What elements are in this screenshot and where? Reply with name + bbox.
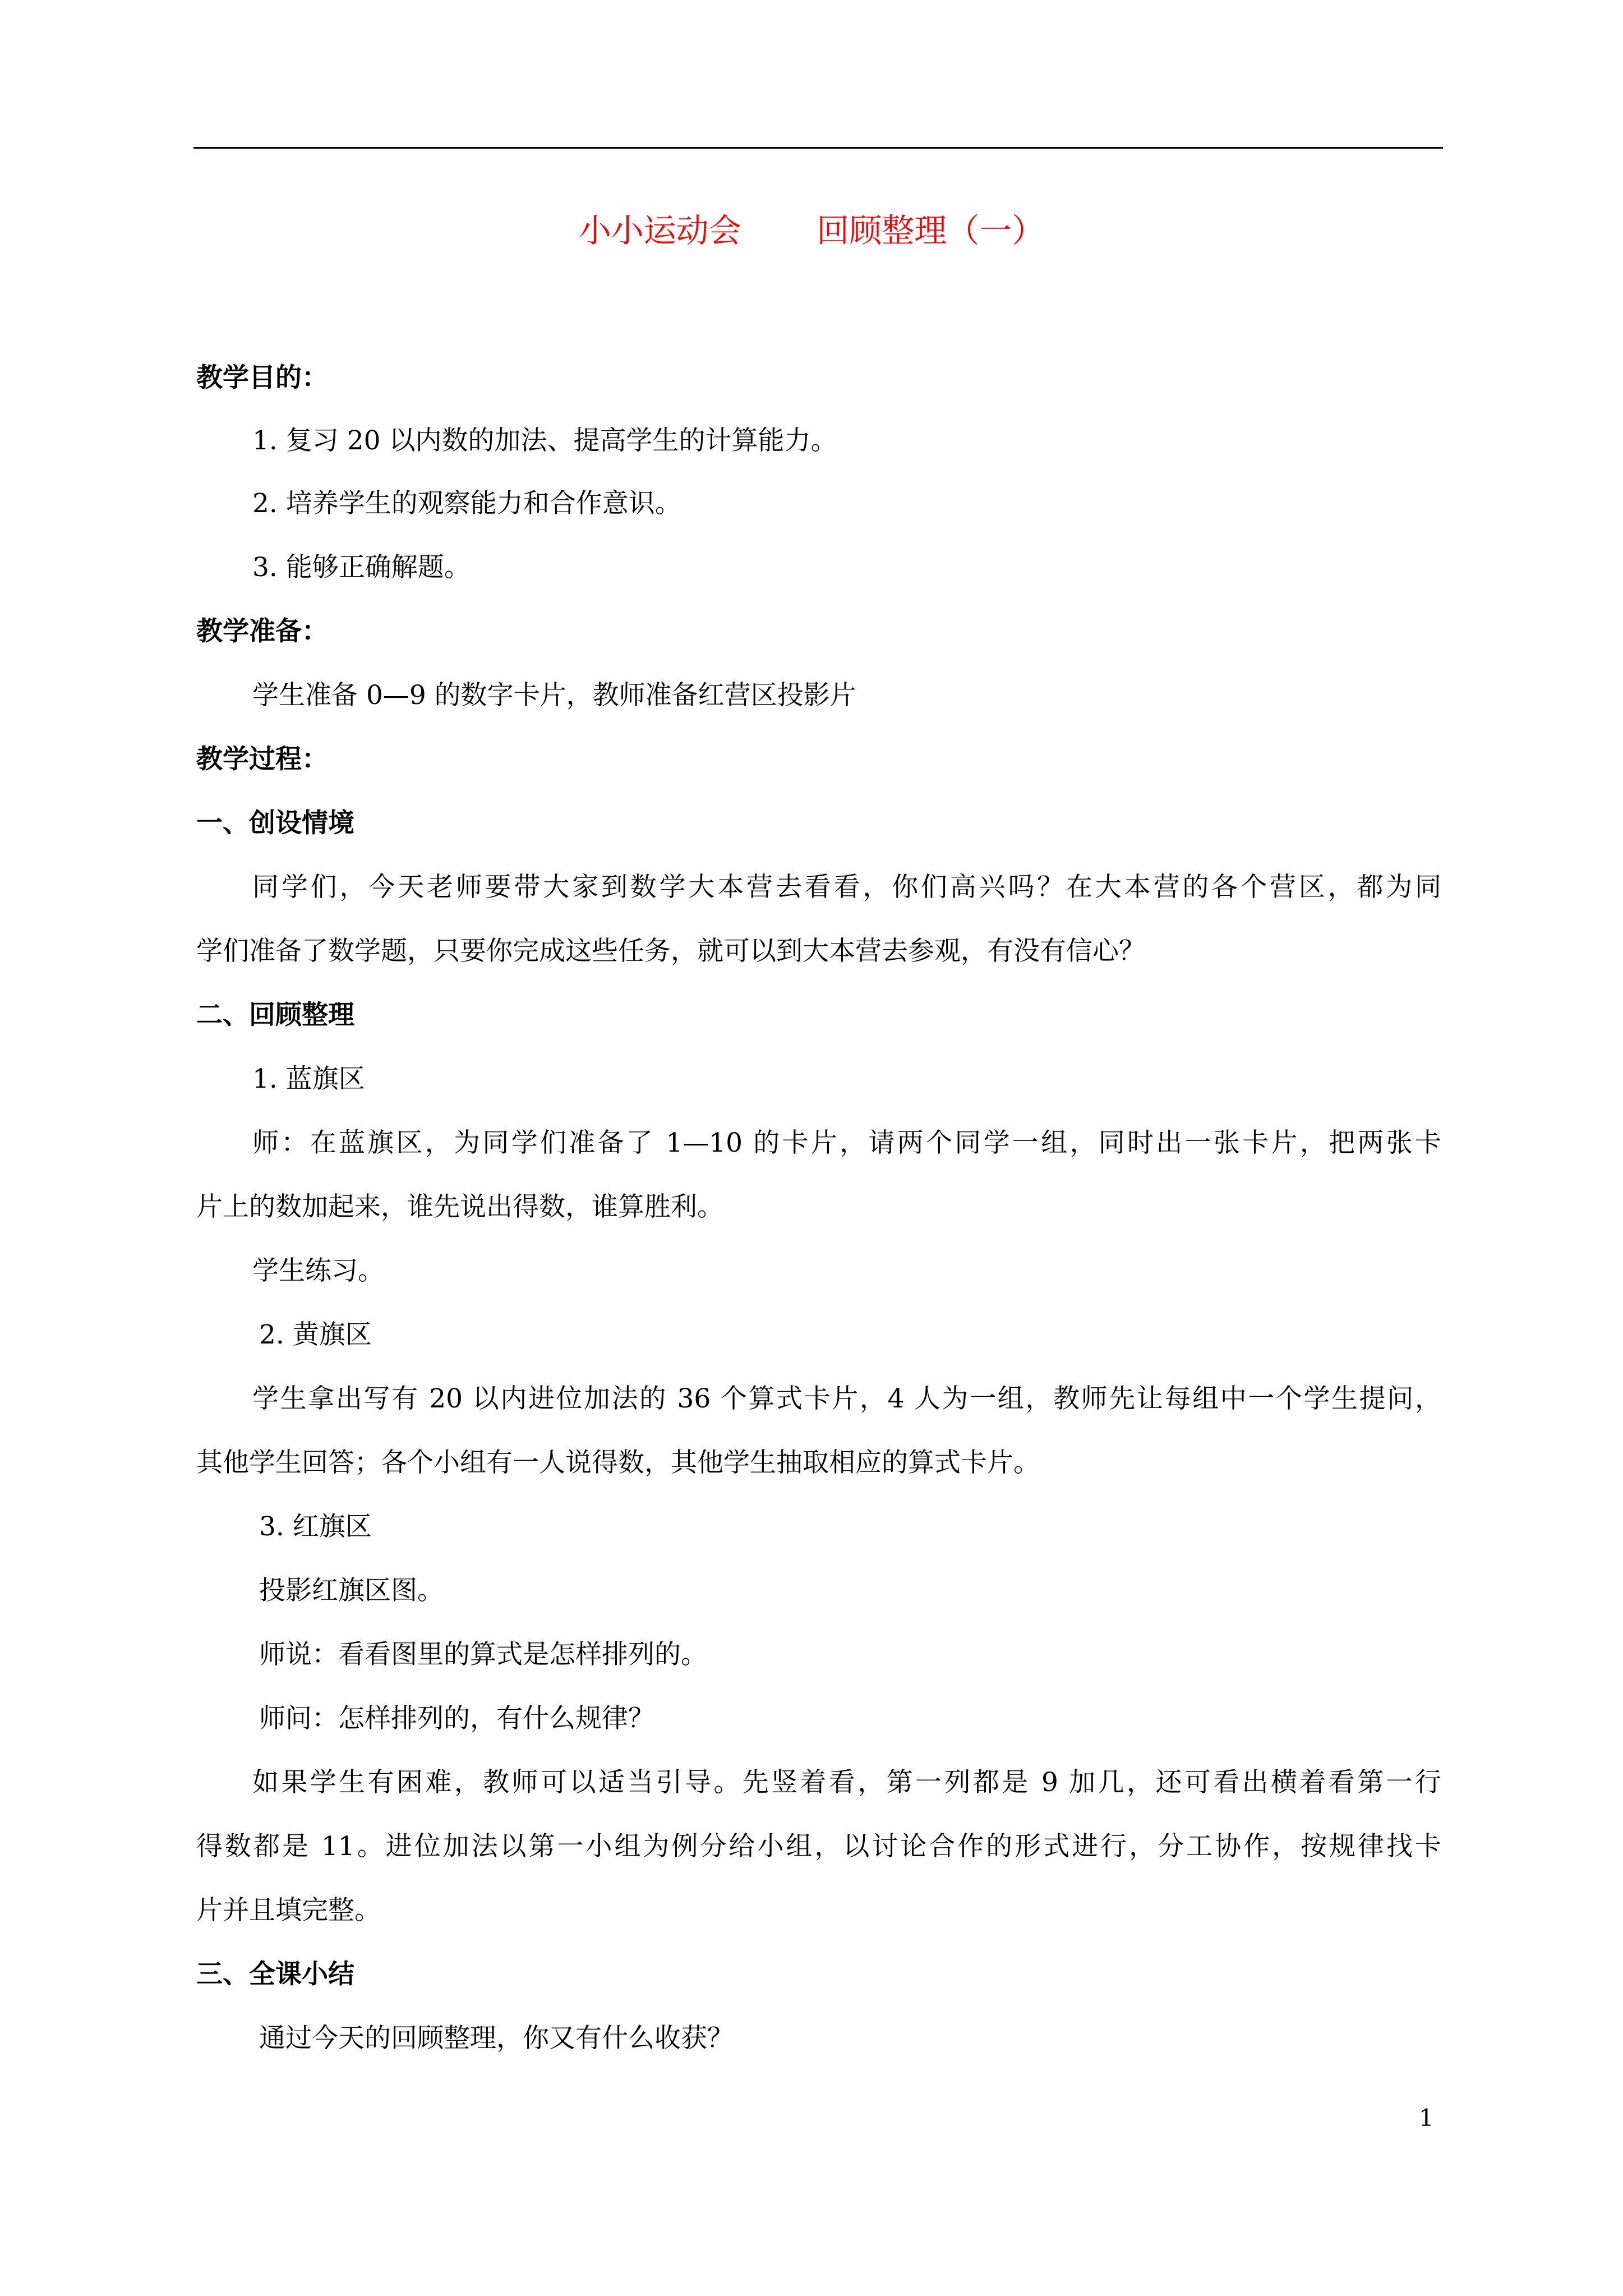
page-number: 1 — [1419, 2104, 1434, 2132]
blue-flag-line-2: 片上的数加起来，谁先说出得数，谁算胜利。 — [196, 1191, 723, 1222]
header-rule — [193, 147, 1443, 149]
yellow-flag-line-1: 学生拿出写有 20 以内进位加法的 36 个算式卡片，4 人为一组，教师先让每组中一个学生提问， — [252, 1383, 1441, 1414]
red-flag-line-1: 如果学生有困难，教师可以适当引导。先竖着看，第一列都是 9 加几，还可看出横着看第一行 — [252, 1767, 1441, 1798]
process-heading: 教学过程： — [196, 744, 328, 775]
red-flag-teacher-says: 师说：看看图里的算式是怎样排列的。 — [259, 1639, 707, 1670]
red-flag-show: 投影红旗区图。 — [259, 1575, 444, 1606]
objective-item-1: 1. 复习 20 以内数的加法、提高学生的计算能力。 — [252, 425, 837, 456]
objective-item-2: 2. 培养学生的观察能力和合作意识。 — [252, 488, 681, 519]
yellow-flag-line-2: 其他学生回答；各个小组有一人说得数，其他学生抽取相应的算式卡片。 — [196, 1447, 1040, 1478]
section-3-heading: 三、全课小结 — [196, 1959, 354, 1990]
red-flag-title: 3. 红旗区 — [259, 1511, 372, 1542]
blue-flag-title: 1. 蓝旗区 — [252, 1064, 365, 1094]
preparation-text: 学生准备 0—9 的数字卡片，教师准备红营区投影片 — [252, 680, 856, 711]
red-flag-teacher-asks: 师问：怎样排列的，有什么规律？ — [259, 1703, 654, 1734]
yellow-flag-title: 2. 黄旗区 — [259, 1319, 372, 1350]
section-1-line-2: 学们准备了数学题，只要你完成这些任务，就可以到大本营去参观，有没有信心？ — [196, 936, 1145, 967]
blue-flag-practice: 学生练习。 — [252, 1255, 384, 1286]
objective-item-3: 3. 能够正确解题。 — [252, 552, 471, 583]
section-1-heading: 一、创设情境 — [196, 808, 354, 839]
section-3-text: 通过今天的回顾整理，你又有什么收获？ — [259, 2023, 734, 2054]
document-title: 小小运动会 回顾整理（一） — [578, 211, 1045, 250]
section-1-line-1: 同学们，今天老师要带大家到数学大本营去看看，你们高兴吗？在大本营的各个营区，都为同 — [252, 872, 1441, 903]
red-flag-line-3: 片并且填完整。 — [196, 1895, 381, 1926]
objectives-heading: 教学目的： — [196, 362, 328, 393]
red-flag-line-2: 得数都是 11。进位加法以第一小组为例分给小组，以讨论合作的形式进行，分工协作，按规律找卡 — [196, 1831, 1441, 1862]
section-2-heading: 二、回顾整理 — [196, 1000, 354, 1030]
preparation-heading: 教学准备： — [196, 616, 328, 647]
blue-flag-line-1: 师：在蓝旗区，为同学们准备了 1—10 的卡片，请两个同学一组，同时出一张卡片，把两张卡 — [252, 1128, 1441, 1158]
